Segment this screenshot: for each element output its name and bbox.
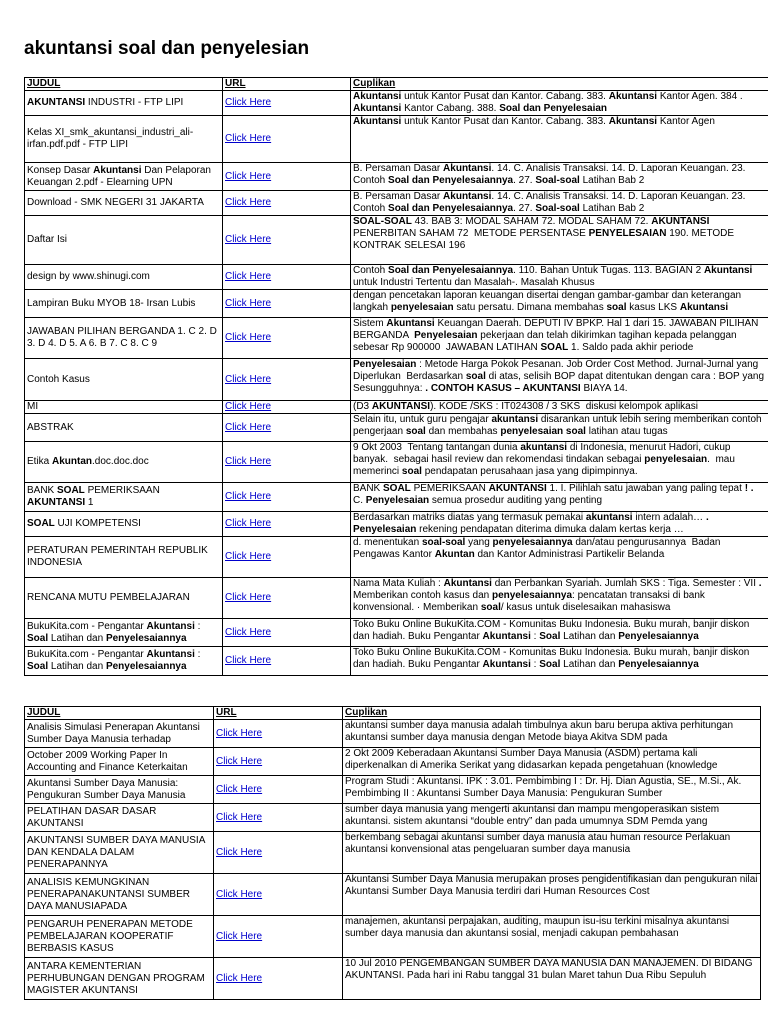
row-snippet: Nama Mata Kuliah : Akuntansi dan Perbankan Syariah. Jumlah SKS : Tiga. Semester : VII . Memberikan contoh kasus dan penyelesaiannya: pencatatan transaksi di bank konvensional. · Memberikan soal/ kasus untuk diselesaikan mahasiswa bbox=[351, 578, 768, 619]
row-url-cell bbox=[214, 958, 343, 1000]
row-title: JAWABAN PILIHAN BERGANDA 1. C 2. D 3. D 4. D 5. A 6. B 7. C 8. C 9 bbox=[25, 318, 223, 359]
row-title: ANALISIS KEMUNGKINAN PENERAPANAKUNTANSI SUMBER DAYA MANUSIAPADA bbox=[25, 874, 214, 916]
row-url-cell bbox=[223, 163, 351, 191]
row-url-cell bbox=[223, 216, 351, 265]
row-title: Etika Akuntan.doc.doc.doc bbox=[25, 442, 223, 483]
row-url-cell bbox=[223, 91, 351, 116]
page-title: akuntansi soal dan penyelesian bbox=[24, 38, 310, 59]
row-snippet: d. menentukan soal-soal yang penyelesaiannya dan/atau pengurusannya Badan Pengawas Kantor Akuntan dan Kantor Administrasi Partikelir Belanda bbox=[351, 537, 768, 578]
row-snippet: Toko Buku Online BukuKita.COM - Komunitas Buku Indonesia. Buku murah, banjir diskon dan hadiah. Buku Pengantar Akuntansi : Soal Latihan dan Penyelesaiannya bbox=[351, 647, 768, 676]
click-here-link[interactable]: Click Here bbox=[216, 846, 263, 858]
header-judul: JUDUL bbox=[25, 707, 214, 720]
table-row bbox=[25, 290, 768, 318]
click-here-link[interactable]: Click Here bbox=[216, 727, 263, 739]
row-snippet: sumber daya manusia yang mengerti akuntansi dan mampu mengoperasikan sistem akuntansi. sistem akuntansi “double entry” dan pada umumnya SDM Pemda yang bbox=[343, 804, 761, 832]
row-snippet: B. Persaman Dasar Akuntansi. 14. C. Analisis Transaksi. 14. D. Laporan Keuangan. 23. Contoh Soal dan Penyelesaiannya. 27. Soal-soal Latihan Bab 2 bbox=[351, 163, 768, 191]
table-row bbox=[25, 720, 761, 748]
click-here-link[interactable]: Click Here bbox=[225, 655, 272, 666]
click-here-link[interactable]: Click Here bbox=[216, 811, 263, 823]
click-here-link[interactable]: Click Here bbox=[225, 197, 272, 208]
table-row bbox=[25, 191, 768, 216]
table-row bbox=[25, 414, 768, 442]
row-snippet: Penyelesaian : Metode Harga Pokok Pesanan. Job Order Cost Method. Jurnal-Jurnal yang Diperlukan Berdasarkan soal di atas, selisih BOP dapat ditentukan dengan cara : BOP yang Sesungguhnya: . CONTOH KASUS – AKUNTANSI BIAYA 14. bbox=[351, 359, 768, 401]
row-snippet: 2 Okt 2009 Keberadaan Akuntansi Sumber Daya Manusia (ASDM) pertama kali diperkenalkan di Amerika Serikat yang didasarkan kepada pengetahuan (knowledge bbox=[343, 748, 761, 776]
row-title: AKUNTANSI SUMBER DAYA MANUSIA DAN KENDALA DALAM PENERAPANNYA bbox=[25, 832, 214, 874]
row-url-cell bbox=[223, 265, 351, 290]
row-snippet: Akuntansi untuk Kantor Pusat dan Kantor. Cabang. 383. Akuntansi Kantor Agen. 384 . Akuntansi Kantor Cabang. 388. Soal dan Penyelesaian bbox=[351, 91, 768, 116]
row-title: AKUNTANSI INDUSTRI - FTP LIPI bbox=[25, 91, 223, 116]
table-row bbox=[25, 359, 768, 401]
table-row bbox=[25, 619, 768, 647]
row-url-cell bbox=[223, 483, 351, 512]
row-snippet: Program Studi : Akuntansi. IPK : 3.01. Pembimbing I : Dr. Hj. Dian Agustia, SE., M.Si., Ak. Pembimbing II : Akuntansi Sumber Daya Manusia: Pengukuran Sumber bbox=[343, 776, 761, 804]
table-row bbox=[25, 578, 768, 619]
click-here-link[interactable]: Click Here bbox=[225, 271, 272, 282]
row-snippet: SOAL-SOAL 43. BAB 3: MODAL SAHAM 72. MODAL SAHAM 72. AKUNTANSI PENERBITAN SAHAM 72 METODE PERSENTASE PENYELESAIAN 190. METODE KONTRAK SELESAI 196 bbox=[351, 216, 768, 265]
row-title: Akuntansi Sumber Daya Manusia: Pengukuran Sumber Daya Manusia bbox=[25, 776, 214, 804]
row-url-cell bbox=[223, 191, 351, 216]
header-url: URL bbox=[214, 707, 343, 720]
click-here-link[interactable]: Click Here bbox=[225, 421, 272, 433]
row-url-cell bbox=[214, 748, 343, 776]
click-here-link[interactable]: Click Here bbox=[216, 930, 263, 942]
row-snippet: manajemen, akuntansi perpajakan, auditing, maupun isu-isu terkini misalnya akuntansi sumber daya manusia dan akuntansi sosial, menjadi cakupan pembahasan bbox=[343, 916, 761, 958]
click-here-link[interactable]: Click Here bbox=[225, 456, 272, 467]
table-row bbox=[25, 442, 768, 483]
click-here-link[interactable]: Click Here bbox=[216, 888, 263, 900]
row-title: ABSTRAK bbox=[25, 414, 223, 442]
row-url-cell bbox=[214, 804, 343, 832]
header-url: URL bbox=[223, 78, 351, 91]
row-snippet: akuntansi sumber daya manusia adalah timbulnya akun baru berupa aktiva perhitungan akuntansi sumber daya manusia dengan Metode biaya Akitva SDM pada bbox=[343, 720, 761, 748]
table-row bbox=[25, 874, 761, 916]
click-here-link[interactable]: Click Here bbox=[225, 170, 272, 182]
row-snippet: Akuntansi Sumber Daya Manusia merupakan proses pengidentifikasian dan pengukuran nilai Akuntansi Sumber Daya Manusia terdiri dari Human Resources Cost bbox=[343, 874, 761, 916]
click-here-link[interactable]: Click Here bbox=[225, 491, 272, 502]
row-title: PERATURAN PEMERINTAH REPUBLIK INDONESIA bbox=[25, 537, 223, 578]
row-title: Contoh Kasus bbox=[25, 359, 223, 401]
row-url-cell bbox=[223, 578, 351, 619]
row-url-cell bbox=[223, 414, 351, 442]
click-here-link[interactable]: Click Here bbox=[225, 373, 272, 385]
click-here-link[interactable]: Click Here bbox=[225, 551, 272, 562]
header-cuplikan: Cuplikan bbox=[343, 707, 761, 720]
results-table-1 bbox=[24, 77, 768, 676]
row-title: BANK SOAL PEMERIKSAAN AKUNTANSI 1 bbox=[25, 483, 223, 512]
row-title: BukuKita.com - Pengantar Akuntansi : Soal Latihan dan Penyelesaiannya bbox=[25, 647, 223, 676]
click-here-link[interactable]: Click Here bbox=[225, 133, 272, 144]
row-snippet: Toko Buku Online BukuKita.COM - Komunitas Buku Indonesia. Buku murah, banjir diskon dan hadiah. Buku Pengantar Akuntansi : Soal Latihan dan Penyelesaiannya bbox=[351, 619, 768, 647]
row-snippet: berkembang sebagai akuntansi sumber daya manusia atau human resource Perlakuan akuntansi konvensional atas pengeluaran sumber daya manusia bbox=[343, 832, 761, 874]
table-row bbox=[25, 647, 768, 676]
row-title: Download - SMK NEGERI 31 JAKARTA bbox=[25, 191, 223, 216]
table-row bbox=[25, 265, 768, 290]
results-table-2 bbox=[24, 706, 761, 1000]
row-snippet: BANK SOAL PEMERIKSAAN AKUNTANSI 1. I. Pilihlah satu jawaban yang paling tepat ! . C. Penyelesaian semua prosedur auditing yang penting bbox=[351, 483, 768, 512]
table-row bbox=[25, 776, 761, 804]
table-row bbox=[25, 916, 761, 958]
table-row bbox=[25, 163, 768, 191]
click-here-link[interactable]: Click Here bbox=[225, 332, 272, 343]
table-row bbox=[25, 91, 768, 116]
row-title: MI bbox=[25, 401, 223, 414]
row-snippet: Contoh Soal dan Penyelesaiannya. 110. Bahan Untuk Tugas. 113. BAGIAN 2 Akuntansi untuk Industri Tertentu dan Masalah-. Masalah Khusus bbox=[351, 265, 768, 290]
click-here-link[interactable]: Click Here bbox=[225, 234, 272, 245]
row-url-cell bbox=[214, 720, 343, 748]
row-snippet: Akuntansi untuk Kantor Pusat dan Kantor. Cabang. 383. Akuntansi Kantor Agen bbox=[351, 116, 768, 163]
click-here-link[interactable]: Click Here bbox=[216, 972, 263, 984]
row-url-cell bbox=[214, 832, 343, 874]
row-snippet: Selain itu, untuk guru pengajar akuntansi disarankan untuk lebih sering memberikan contoh pengerjaan soal dan membahas penyelesaian soal latihan atau tugas bbox=[351, 414, 768, 442]
click-here-link[interactable]: Click Here bbox=[225, 297, 272, 309]
row-snippet: 10 Jul 2010 PENGEMBANGAN SUMBER DAYA MANUSIA DAN MANAJEMEN. DI BIDANG AKUNTANSI. Pada hari ini Rabu tanggal 31 bulan Maret tahun Dua Ribu Sepuluh bbox=[343, 958, 761, 1000]
table-row bbox=[25, 401, 768, 414]
row-title: SOAL UJI KOMPETENSI bbox=[25, 512, 223, 537]
row-snippet: Sistem Akuntansi Keuangan Daerah. DEPUTI IV BPKP. Hal 1 dari 15. JAWABAN PILIHAN BERGANDA Penyelesaian pekerjaan dan telah dikirimkan tagihan kepada pelanggan sebesar Rp 900000 JAWABAN LATIHAN SOAL 1. Saldo pada akhir periode bbox=[351, 318, 768, 359]
row-snippet: B. Persaman Dasar Akuntansi. 14. C. Analisis Transaksi. 14. D. Laporan Keuangan. 23. Contoh Soal dan Penyelesaiannya. 27. Soal-soal Latihan Bab 2 bbox=[351, 191, 768, 216]
header-cuplikan: Cuplikan bbox=[351, 78, 768, 91]
click-here-link[interactable]: Click Here bbox=[225, 518, 272, 529]
click-here-link[interactable]: Click Here bbox=[225, 626, 272, 638]
table-row bbox=[25, 804, 761, 832]
table-row bbox=[25, 512, 768, 537]
click-here-link[interactable]: Click Here bbox=[225, 401, 272, 412]
table-row bbox=[25, 832, 761, 874]
table-row bbox=[25, 318, 768, 359]
table-row bbox=[25, 116, 768, 163]
click-here-link[interactable]: Click Here bbox=[225, 97, 272, 108]
row-title: October 2009 Working Paper In Accounting and Finance Keterkaitan bbox=[25, 748, 214, 776]
row-title: design by www.shinugi.com bbox=[25, 265, 223, 290]
row-url-cell bbox=[223, 512, 351, 537]
row-url-cell bbox=[214, 916, 343, 958]
row-title: PENGARUH PENERAPAN METODE PEMBELAJARAN KOOPERATIF BERBASIS KASUS bbox=[25, 916, 214, 958]
row-title: Daftar Isi bbox=[25, 216, 223, 265]
row-title: BukuKita.com - Pengantar Akuntansi : Soal Latihan dan Penyelesaiannya bbox=[25, 619, 223, 647]
row-snippet: dengan pencetakan laporan keuangan disertai dengan gambar-gambar dan keterangan langkah penyelesaian satu persatu. Dimana membahas soal kasus LKS Akuntansi bbox=[351, 290, 768, 318]
row-title: Konsep Dasar Akuntansi Dan Pelaporan Keuangan 2.pdf - Elearning UPN bbox=[25, 163, 223, 191]
row-url-cell bbox=[223, 116, 351, 163]
row-url-cell bbox=[223, 318, 351, 359]
table-row bbox=[25, 537, 768, 578]
row-url-cell bbox=[223, 442, 351, 483]
table-row bbox=[25, 483, 768, 512]
click-here-link[interactable]: Click Here bbox=[216, 783, 263, 795]
row-url-cell bbox=[223, 401, 351, 414]
click-here-link[interactable]: Click Here bbox=[216, 755, 263, 767]
table-row bbox=[25, 748, 761, 776]
row-title: PELATIHAN DASAR DASAR AKUNTANSI bbox=[25, 804, 214, 832]
row-title: Analisis Simulasi Penerapan Akuntansi Sumber Daya Manusia terhadap bbox=[25, 720, 214, 748]
table-row bbox=[25, 216, 768, 265]
row-url-cell bbox=[223, 647, 351, 676]
row-url-cell bbox=[223, 290, 351, 318]
row-snippet: 9 Okt 2003 Tentang tantangan dunia akuntansi di Indonesia, menurut Hadori, cukup banyak. sebagai hasil review dan rekomendasi tindakan sebagai penyelesaian. mau memerinci soal pendapatan perusahaan jasa yang dipimpinnya. bbox=[351, 442, 768, 483]
row-title: Lampiran Buku MYOB 18- Irsan Lubis bbox=[25, 290, 223, 318]
table-row bbox=[25, 958, 761, 1000]
row-snippet: (D3 AKUNTANSI). KODE /SKS : IT024308 / 3 SKS diskusi kelompok aplikasi bbox=[351, 401, 768, 414]
click-here-link[interactable]: Click Here bbox=[225, 592, 272, 603]
row-snippet: Berdasarkan matriks diatas yang termasuk pemakai akuntansi intern adalah… . Penyelesaian rekening pendapatan diterima dimuka dalam kertas kerja … bbox=[351, 512, 768, 537]
header-judul: JUDUL bbox=[25, 78, 223, 91]
row-url-cell bbox=[214, 776, 343, 804]
row-url-cell bbox=[223, 537, 351, 578]
row-url-cell bbox=[214, 874, 343, 916]
row-title: Kelas XI_smk_akuntansi_industri_ali-irfan.pdf.pdf - FTP LIPI bbox=[25, 116, 223, 163]
row-url-cell bbox=[223, 359, 351, 401]
row-url-cell bbox=[223, 619, 351, 647]
row-title: RENCANA MUTU PEMBELAJARAN bbox=[25, 578, 223, 619]
row-title: ANTARA KEMENTERIAN PERHUBUNGAN DENGAN PROGRAM MAGISTER AKUNTANSI bbox=[25, 958, 214, 1000]
